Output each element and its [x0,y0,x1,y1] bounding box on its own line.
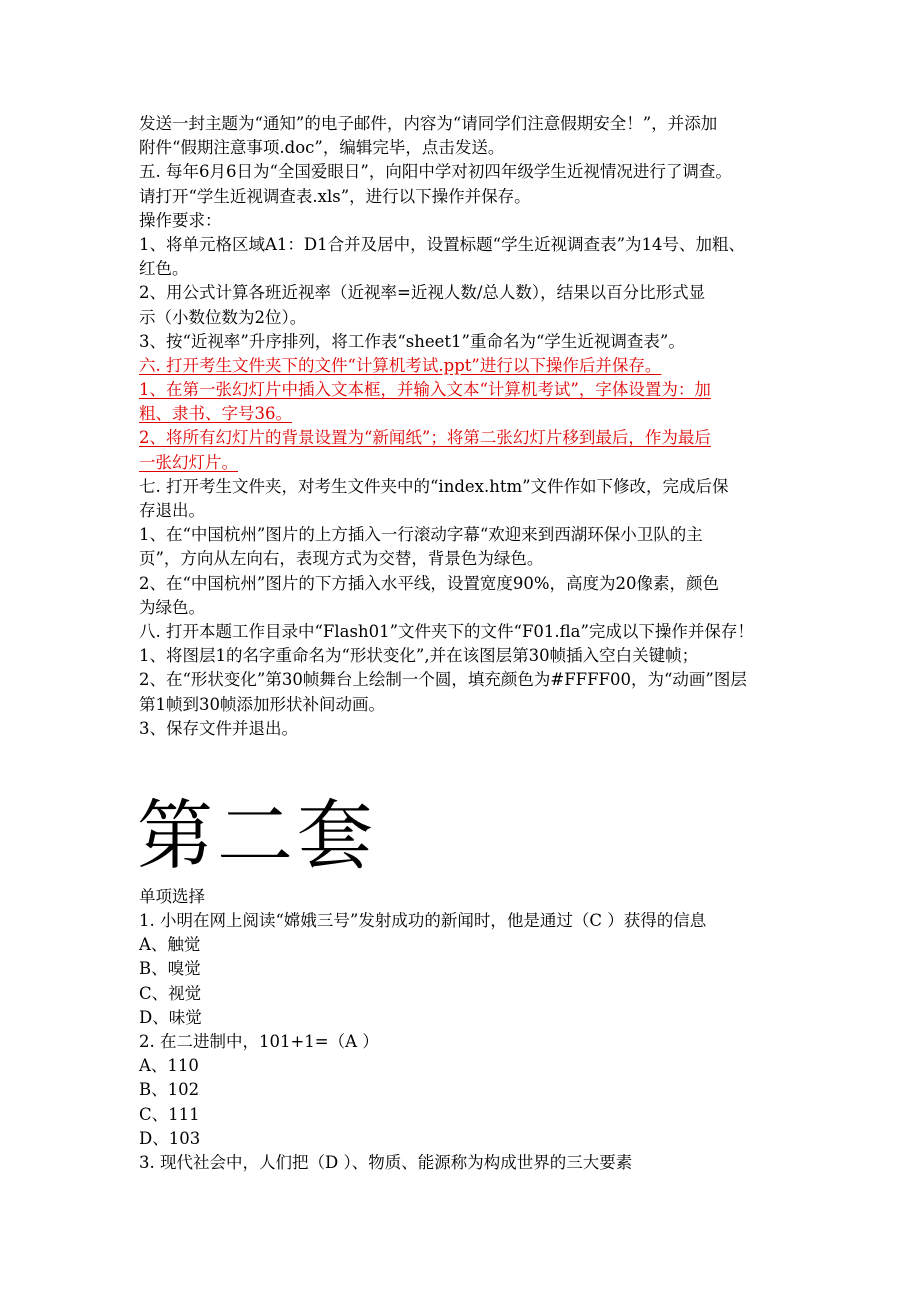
highlighted-text-line: 一张幻灯片。 [139,452,238,472]
text-line: 附件“假期注意事项.doc”，编辑完毕，点击发送。 [139,138,505,158]
answer-option: B、102 [139,1080,200,1100]
text-line: 八. 打开本题工作目录中“Flash01”文件夹下的文件“F01.fla”完成以下操作并保存！ [139,621,754,641]
text-line: 1、将图层1的名字重命名为“形状变化”,并在该图层第30帧插入空白关键帧； [139,646,699,666]
answer-option: D、103 [139,1128,201,1148]
section-heading: 单项选择 [139,886,205,906]
answer-option: A、110 [139,1056,199,1076]
text-line: 页”，方向从左向右，表现方式为交替，背景色为绿色。 [139,549,544,569]
text-line: 2、用公式计算各班近视率（近视率=近视人数/总人数），结果以百分比形式显 [139,283,706,303]
text-line: 3、按“近视率”升序排列，将工作表“sheet1”重命名为“学生近视调查表”。 [139,331,685,351]
question-text: 3. 现代社会中，人们把（D ）、物质、能源称为构成世界的三大要素 [139,1152,633,1172]
text-line: 发送一封主题为“通知”的电子邮件，内容为“请同学们注意假期安全！”，并添加 [139,114,718,133]
answer-option: B、嗅觉 [139,959,201,979]
highlighted-text-line: 六. 打开考生文件夹下的文件“计算机考试.ppt”进行以下操作后并保存。 [139,355,662,375]
question-text: 2. 在二进制中，101+1=（A ） [139,1032,379,1051]
text-line: 示（小数位数为2位）。 [139,307,307,327]
text-line: 第1帧到30帧添加形状补间动画。 [139,694,385,714]
text-line: 2、在“中国杭州”图片的下方插入水平线，设置宽度90%，高度为20像素，颜色 [139,573,720,593]
highlighted-text-line: 2、将所有幻灯片的背景设置为“新闻纸”；将第二张幻灯片移到最后，作为最后 [139,428,711,448]
highlighted-text-line: 粗、隶书、字号36。 [139,404,292,424]
text-line: 红色。 [139,259,189,279]
text-line: 1、将单元格区域A1：D1合并及居中，设置标题“学生近视调查表”为14号、加粗、 [139,234,746,254]
text-line: 操作要求： [139,210,222,230]
question-text: 1. 小明在网上阅读“嫦娥三号”发射成功的新闻时，他是通过（C ）获得的信息 [139,911,707,931]
set1-body [139,112,784,741]
text-line: 五. 每年6月6日为“全国爱眼日”，向阳中学对初四年级学生近视情况进行了调查。 [139,162,732,182]
text-line: 为绿色。 [139,597,205,617]
text-line: 请打开“学生近视调查表.xls”，进行以下操作并保存。 [139,186,531,206]
question-list [139,909,784,1175]
answer-option: C、视觉 [139,983,202,1003]
text-line: 存退出。 [139,501,205,520]
set-title: 第二套 [137,790,377,880]
answer-option: A、触觉 [139,935,201,955]
document-page [139,112,784,1175]
text-line: 1、在“中国杭州”图片的上方插入一行滚动字幕“欢迎来到西湖环保小卫队的主 [139,525,703,545]
answer-option: C、111 [139,1104,200,1124]
highlighted-text-line: 1、在第一张幻灯片中插入文本框，并输入文本“计算机考试”，字体设置为：加 [139,380,711,400]
answer-option: D、味觉 [139,1007,202,1027]
text-line: 2、在“形状变化”第30帧舞台上绘制一个圆，填充颜色为#FFFF00，为“动画”图层 [139,670,747,690]
section-gap [139,741,784,791]
text-line: 七. 打开考生文件夹，对考生文件夹中的“index.htm”文件作如下修改，完成后保 [139,476,729,496]
text-line: 3、保存文件并退出。 [139,718,298,738]
